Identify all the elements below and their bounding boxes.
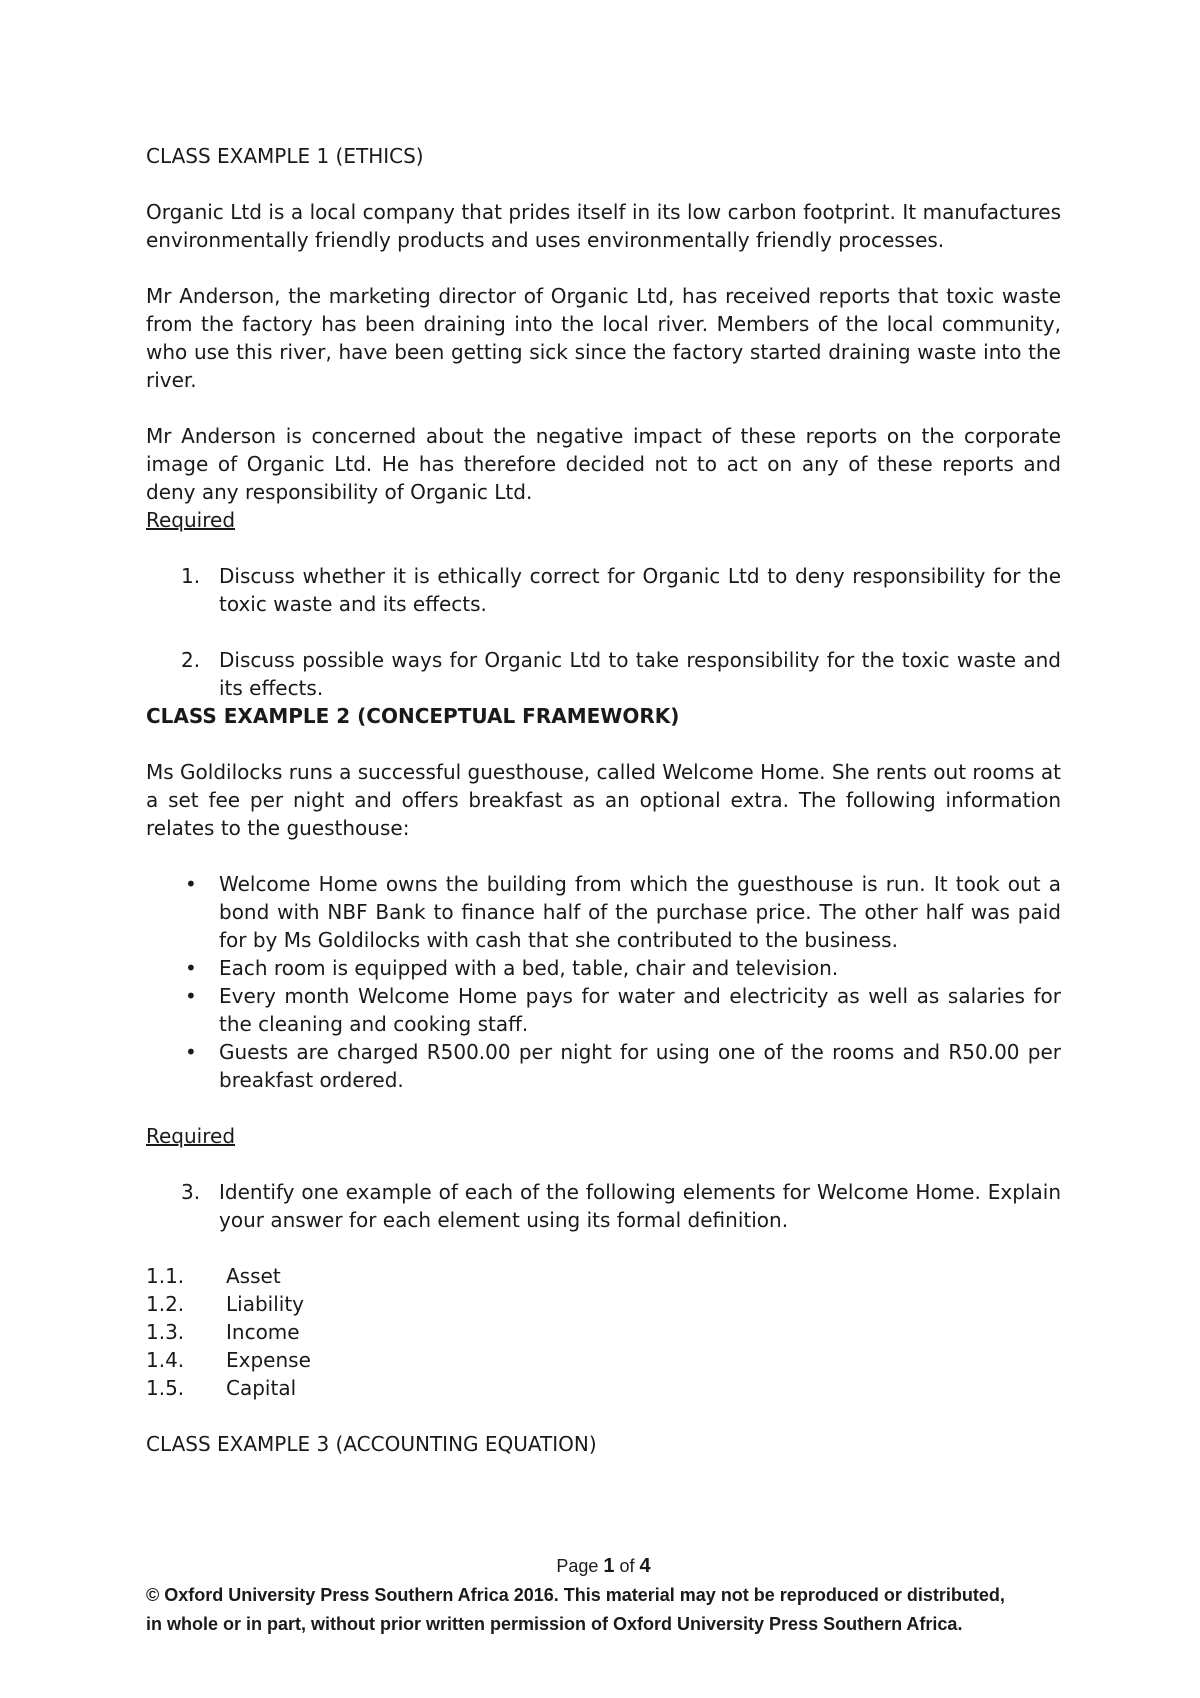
element-label: Asset	[226, 1264, 281, 1288]
element-label: Expense	[226, 1348, 311, 1372]
page-current: 1	[603, 1555, 615, 1577]
element-item	[146, 1374, 1061, 1402]
question-number: 3.	[181, 1180, 201, 1204]
ex1-paragraph-1: Organic Ltd is a local company that prides itself in its low carbon footprint. It manufactures environmentally friendly products and uses environmentally friendly processes.	[146, 200, 1061, 252]
ex2-heading: CLASS EXAMPLE 2 (CONCEPTUAL FRAMEWORK)	[146, 704, 680, 728]
copyright-line-2: in whole or in part, without prior written permission of Oxford University Press Southern Africa.	[146, 1614, 963, 1634]
of-word: of	[619, 1556, 635, 1576]
element-label: Capital	[226, 1376, 297, 1400]
document-body	[146, 142, 1061, 1486]
question-text: Identify one example of each of the following elements for Welcome Home. Explain your answer for each element using its formal definition.	[219, 1180, 1061, 1232]
ex2-bullet-3	[146, 982, 1061, 1038]
bullet-text: Each room is equipped with a bed, table, chair and television.	[219, 956, 839, 980]
copyright-line-1: © Oxford University Press Southern Africa 2016. This material may not be reproduced or distributed,	[146, 1585, 1005, 1605]
element-label: Income	[226, 1320, 300, 1344]
page-footer	[146, 1552, 1061, 1639]
element-label: Liability	[226, 1292, 304, 1316]
ex1-paragraph-2: Mr Anderson, the marketing director of Organic Ltd, has received reports that toxic waste from the factory has been draining into the local river. Members of the local community, who use this river, have been getting sick since the factory started draining waste into the river.	[146, 284, 1061, 392]
bullet-icon: •	[185, 956, 197, 980]
bullet-text: Guests are charged R500.00 per night for using one of the rooms and R50.00 per breakfast ordered.	[219, 1040, 1061, 1092]
ex1-question-list	[146, 562, 1061, 702]
question-number: 2.	[181, 648, 201, 672]
element-item	[146, 1290, 1061, 1318]
ex2-bullet-2	[146, 954, 1061, 982]
element-item	[146, 1346, 1061, 1374]
ex1-question-1	[146, 562, 1061, 618]
ex2-bullet-list	[146, 870, 1061, 1094]
bullet-icon: •	[185, 1040, 197, 1064]
ex1-required-label: Required	[146, 508, 236, 532]
element-number: 1.1.	[146, 1264, 185, 1288]
element-number: 1.3.	[146, 1320, 185, 1344]
element-number: 1.4.	[146, 1348, 185, 1372]
ex2-intro: Ms Goldilocks runs a successful guesthouse, called Welcome Home. She rents out rooms at a set fee per night and offers breakfast as an optional extra. The following information relates to the guesthouse:	[146, 760, 1061, 840]
ex2-bullet-1	[146, 870, 1061, 954]
bullet-icon: •	[185, 872, 197, 896]
question-text: Discuss whether it is ethically correct for Organic Ltd to deny responsibility for the toxic waste and its effects.	[219, 564, 1061, 616]
ex2-bullet-4	[146, 1038, 1061, 1094]
element-item	[146, 1262, 1061, 1290]
ex2-element-list	[146, 1262, 1061, 1402]
page-total: 4	[639, 1555, 651, 1577]
ex1-question-2	[146, 646, 1061, 702]
question-text: Discuss possible ways for Organic Ltd to take responsibility for the toxic waste and its effects.	[219, 648, 1061, 700]
question-number: 1.	[181, 564, 201, 588]
ex2-question-3	[146, 1178, 1061, 1234]
ex3-heading: CLASS EXAMPLE 3 (ACCOUNTING EQUATION)	[146, 1432, 597, 1456]
ex2-question-list	[146, 1178, 1061, 1234]
bullet-text: Welcome Home owns the building from which the guesthouse is run. It took out a bond with NBF Bank to finance half of the purchase price. The other half was paid for by Ms Goldilocks with cash that she contributed to the business.	[219, 872, 1061, 952]
element-number: 1.2.	[146, 1292, 185, 1316]
ex1-paragraph-3: Mr Anderson is concerned about the negative impact of these reports on the corporate image of Organic Ltd. He has therefore decided not to act on any of these reports and deny any responsibility of Organic Ltd.	[146, 424, 1061, 504]
bullet-icon: •	[185, 984, 197, 1008]
element-number: 1.5.	[146, 1376, 185, 1400]
page-number	[146, 1552, 1061, 1581]
element-item	[146, 1318, 1061, 1346]
bullet-text: Every month Welcome Home pays for water and electricity as well as salaries for the cleaning and cooking staff.	[219, 984, 1061, 1036]
ex2-required-label: Required	[146, 1124, 236, 1148]
page-word: Page	[556, 1556, 599, 1576]
ex1-heading: CLASS EXAMPLE 1 (ETHICS)	[146, 144, 424, 168]
